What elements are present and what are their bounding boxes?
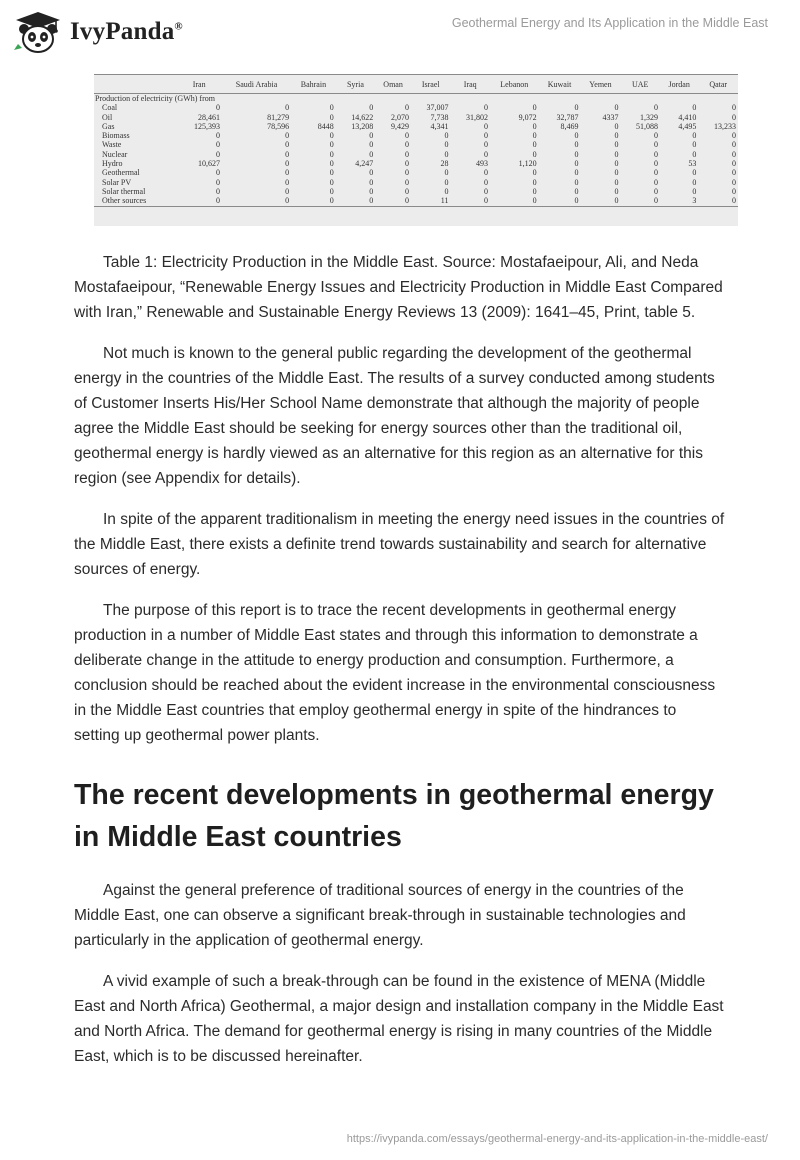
- table-cell: 0: [369, 131, 374, 141]
- table-cell: 0: [614, 149, 619, 159]
- table-cell: 0: [692, 103, 697, 113]
- table-cell: 0: [732, 103, 736, 113]
- table-cell: 0: [215, 149, 220, 159]
- table-cell: 8448: [317, 121, 334, 131]
- column-header: Israel: [411, 75, 451, 94]
- table-cell: 0: [532, 177, 537, 187]
- table-row: [94, 196, 738, 206]
- table-cell: 28: [440, 159, 449, 169]
- table-cell: 0: [614, 168, 619, 178]
- table-cell: 81,279: [267, 112, 290, 122]
- table-cell: 0: [222, 196, 291, 206]
- table-cell: 0: [336, 196, 376, 206]
- table-cell: 28,461: [197, 112, 220, 122]
- row-label: Biomass: [102, 131, 130, 141]
- table-cell: 0: [444, 149, 449, 159]
- table-cell: 0: [698, 196, 738, 206]
- table-cell: 0: [483, 186, 488, 196]
- row-label: Coal: [102, 103, 118, 113]
- paragraph-1: Not much is known to the general public regarding the development of the geothermal energy in the countries of the Middle East. The results of a survey conducted among students of Customer Inserts His/Her School Name demonstrate that although the majority of people agree the Middle East should be seeking for energy sources other than the traditional oil, geothermal energy is hardly viewed as an alternative for this region as an alternative for this region (see Appendix for details).: [74, 345, 715, 487]
- table-cell: 0: [329, 168, 334, 178]
- table-cell: 0: [574, 149, 579, 159]
- table-row: [94, 140, 738, 149]
- table-row: [94, 122, 738, 131]
- table-cell: 0: [329, 140, 334, 150]
- table-cell: 0: [483, 103, 488, 113]
- paragraph-3: The purpose of this report is to trace the recent developments in geothermal energy production in a number of Middle East states and through this information to demonstrate a deliberate change in the attitude to energy production and consumption. Furthermore, a conclusion should be reached about the evident increase in the environmental consciousness in the Middle East countries that employ geothermal energy in spite of the hindrances to setting up geothermal power plants.: [74, 602, 716, 744]
- table-cell: 3: [660, 196, 698, 206]
- table-cell: 0: [574, 103, 579, 113]
- table-cell: 0: [329, 177, 334, 187]
- column-header: Oman: [375, 75, 411, 94]
- table-cell: 31,802: [465, 112, 488, 122]
- table-cell: 1,120: [518, 159, 537, 169]
- table-cell: 0: [329, 159, 334, 169]
- table-cell: 0: [539, 196, 581, 206]
- table-cell: 0: [614, 177, 619, 187]
- table-cell: 0: [732, 168, 736, 178]
- column-header: Jordan: [660, 75, 698, 94]
- logo-text: IvyPanda®: [70, 18, 183, 45]
- table-cell: 0: [692, 140, 697, 150]
- table-cell: 4,410: [678, 112, 697, 122]
- table-cell: 0: [732, 140, 736, 150]
- table-cell: 0: [574, 177, 579, 187]
- table-cell: 0: [285, 159, 290, 169]
- table-row: [94, 113, 738, 122]
- table-cell: 0: [215, 186, 220, 196]
- table-cell: 0: [369, 186, 374, 196]
- table-cell: 0: [653, 177, 658, 187]
- table-cell: 0: [532, 140, 537, 150]
- table-cell: 0: [653, 149, 658, 159]
- paragraph-5: A vivid example of such a break-through can be found in the existence of MENA (Middle East and North Africa) Geothermal, a major design and installation company in the Middle East and North Africa. The demand for geothermal energy is rising in many countries of the Middle East, which is to be discussed hereinafter.: [74, 973, 724, 1065]
- table-cell: 0: [483, 168, 488, 178]
- column-header: Iran: [176, 75, 222, 94]
- table-cell: 0: [329, 186, 334, 196]
- table-cell: 0: [404, 140, 409, 150]
- table-cell: 0: [574, 159, 579, 169]
- table-cell: 0: [404, 149, 409, 159]
- table-row: [94, 178, 738, 187]
- table-cell: 493: [475, 159, 488, 169]
- table-cell: 0: [404, 186, 409, 196]
- table-cell: 0: [404, 103, 409, 113]
- table-cell: 0: [285, 103, 290, 113]
- column-header: Lebanon: [490, 75, 539, 94]
- row-label: Solar PV: [102, 177, 132, 187]
- table-cell: 2,070: [390, 112, 409, 122]
- table-cell: 4337: [602, 112, 619, 122]
- table-cell: 0: [732, 149, 736, 159]
- table-row: [94, 159, 738, 168]
- table-cell: 0: [369, 103, 374, 113]
- table-cell: 0: [369, 177, 374, 187]
- table-cell: 0: [532, 121, 537, 131]
- table-row: [94, 168, 738, 177]
- column-header: [94, 75, 176, 94]
- table-cell: 4,247: [355, 159, 374, 169]
- table-row: [94, 150, 738, 159]
- table-cell: 0: [574, 168, 579, 178]
- table-cell: 11: [411, 196, 451, 206]
- table-cell: 0: [692, 131, 697, 141]
- column-header: Yemen: [580, 75, 620, 94]
- table-cell: 53: [688, 159, 697, 169]
- table-cell: 0: [532, 131, 537, 141]
- table-cell: 0: [653, 186, 658, 196]
- table-cell: 0: [444, 140, 449, 150]
- ivypanda-logo[interactable]: [12, 10, 183, 54]
- row-label: Waste: [102, 140, 122, 150]
- table-cell: 0: [614, 121, 619, 131]
- table-cell: 0: [692, 177, 697, 187]
- table-cell: 0: [285, 131, 290, 141]
- table-section-row: [94, 94, 738, 104]
- column-header: Qatar: [698, 75, 738, 94]
- table-cell: 125,393: [193, 121, 220, 131]
- table-row: [94, 187, 738, 196]
- table-cell: 37,007: [426, 103, 449, 113]
- row-label: Gas: [102, 121, 115, 131]
- table-cell: 0: [614, 159, 619, 169]
- table-cell: 0: [285, 168, 290, 178]
- table-cell: 0: [614, 186, 619, 196]
- table-cell: 0: [732, 177, 736, 187]
- section-heading: The recent developments in geothermal energy in Middle East countries: [74, 779, 714, 853]
- row-label: Oil: [102, 112, 113, 122]
- table-cell: 0: [483, 140, 488, 150]
- table-cell: 0: [329, 149, 334, 159]
- table-cell: 0: [692, 186, 697, 196]
- table-cell: 0: [574, 140, 579, 150]
- page-header: [0, 0, 800, 60]
- table-cell: 9,429: [390, 121, 409, 131]
- table-cell: 0: [614, 131, 619, 141]
- table-cell: 32,787: [556, 112, 579, 122]
- table-cell: 0: [215, 103, 220, 113]
- table-cell: 0: [215, 168, 220, 178]
- table-cell: 0: [653, 168, 658, 178]
- table-cell: 9,072: [518, 112, 537, 122]
- table-cell: 0: [532, 186, 537, 196]
- table-cell: 0: [215, 177, 220, 187]
- column-header: Saudi Arabia: [222, 75, 291, 94]
- table-cell: 0: [483, 121, 488, 131]
- table-cell: 0: [574, 186, 579, 196]
- table-cell: 0: [732, 159, 736, 169]
- table-caption: Table 1: Electricity Production in the Middle East. Source: Mostafaeipour, Ali, and Neda Mostafaeipour, “Renewable Energy Issues and Electricity Production in Middle East Compared with Iran,” Renewable and Sustainable Energy Reviews 13 (2009): 1641–45, Print, table 5.: [74, 254, 723, 321]
- table-cell: 4,495: [678, 121, 697, 131]
- table-cell: 0: [532, 168, 537, 178]
- table-cell: 0: [404, 159, 409, 169]
- row-label: Nuclear: [102, 149, 128, 159]
- table-cell: 0: [532, 103, 537, 113]
- table-section-label: Production of electricity (GWh) from: [95, 94, 215, 103]
- table-cell: 0: [653, 131, 658, 141]
- table-cell: 0: [291, 196, 336, 206]
- table-cell: 0: [369, 149, 374, 159]
- table-cell: 78,596: [267, 121, 290, 131]
- table-cell: 0: [285, 149, 290, 159]
- table-cell: 0: [215, 131, 220, 141]
- column-header: Bahrain: [291, 75, 336, 94]
- row-label: Geothermal: [102, 168, 140, 178]
- table-cell: 0: [614, 103, 619, 113]
- table-cell: 4,341: [430, 121, 449, 131]
- electricity-production-table: [94, 74, 738, 226]
- table-cell: 0: [404, 177, 409, 187]
- table-row: [94, 103, 738, 112]
- paragraph-2: In spite of the apparent traditionalism in meeting the energy need issues in the countries of the Middle East, there exists a definite trend towards sustainability and search for alternative sources of energy.: [74, 511, 725, 578]
- table-cell: 51,088: [635, 121, 658, 131]
- table-cell: 0: [329, 103, 334, 113]
- table-cell: 0: [444, 186, 449, 196]
- table-cell: 0: [285, 140, 290, 150]
- table-cell: 13,233: [714, 121, 736, 131]
- table-cell: 0: [653, 103, 658, 113]
- footer-url[interactable]: https://ivypanda.com/essays/geothermal-energy-and-its-application-in-the-middle-east/: [346, 1133, 768, 1145]
- table-cell: 0: [375, 196, 411, 206]
- table-cell: 0: [369, 168, 374, 178]
- table-cell: 0: [732, 131, 736, 141]
- paragraph-4: Against the general preference of traditional sources of energy in the countries of the Middle East, one can observe a significant break-through in sustainable technologies and particularly in the application of geothermal energy.: [74, 882, 686, 949]
- table-cell: 0: [329, 112, 334, 122]
- row-label: Other sources: [94, 196, 176, 206]
- table-cell: 7,738: [430, 112, 449, 122]
- table-row: [94, 131, 738, 140]
- table-cell: 0: [404, 168, 409, 178]
- column-header: Syria: [336, 75, 376, 94]
- table-cell: 0: [614, 140, 619, 150]
- table-cell: 0: [620, 196, 660, 206]
- table-cell: 0: [483, 131, 488, 141]
- table-cell: 8,469: [560, 121, 579, 131]
- panda-graduate-icon: [12, 10, 64, 54]
- table-cell: 0: [369, 140, 374, 150]
- table-cell: 0: [692, 149, 697, 159]
- table-header-row: [94, 75, 738, 94]
- table-cell: 0: [732, 186, 736, 196]
- table-cell: 1,329: [639, 112, 658, 122]
- row-label: Hydro: [102, 159, 123, 169]
- document-title: Geothermal Energy and Its Application in the Middle East: [451, 16, 768, 30]
- table-cell: 0: [483, 177, 488, 187]
- table-cell: 0: [490, 196, 539, 206]
- column-header: UAE: [620, 75, 660, 94]
- table-cell: 14,622: [351, 112, 374, 122]
- table-cell: 0: [532, 149, 537, 159]
- table-cell: 0: [444, 177, 449, 187]
- table-cell: 0: [285, 186, 290, 196]
- article-body: [74, 250, 726, 1085]
- table-cell: 0: [329, 131, 334, 141]
- row-label: Solar thermal: [102, 186, 146, 196]
- table-cell: 10,627: [197, 159, 220, 169]
- table-cell: 0: [574, 131, 579, 141]
- table-cell: 0: [450, 196, 490, 206]
- column-header: Iraq: [450, 75, 490, 94]
- table-cell: 0: [483, 149, 488, 159]
- table-cell: 0: [580, 196, 620, 206]
- table-cell: 0: [176, 196, 222, 206]
- table-cell: 0: [653, 140, 658, 150]
- table-cell: 13,208: [351, 121, 374, 131]
- table-cell: 0: [404, 131, 409, 141]
- table-cell: 0: [444, 168, 449, 178]
- table-cell: 0: [653, 159, 658, 169]
- table-cell: 0: [692, 168, 697, 178]
- table-cell: 0: [732, 112, 736, 122]
- column-header: Kuwait: [539, 75, 581, 94]
- table-cell: 0: [285, 177, 290, 187]
- table-cell: 0: [215, 140, 220, 150]
- table-cell: 0: [444, 131, 449, 141]
